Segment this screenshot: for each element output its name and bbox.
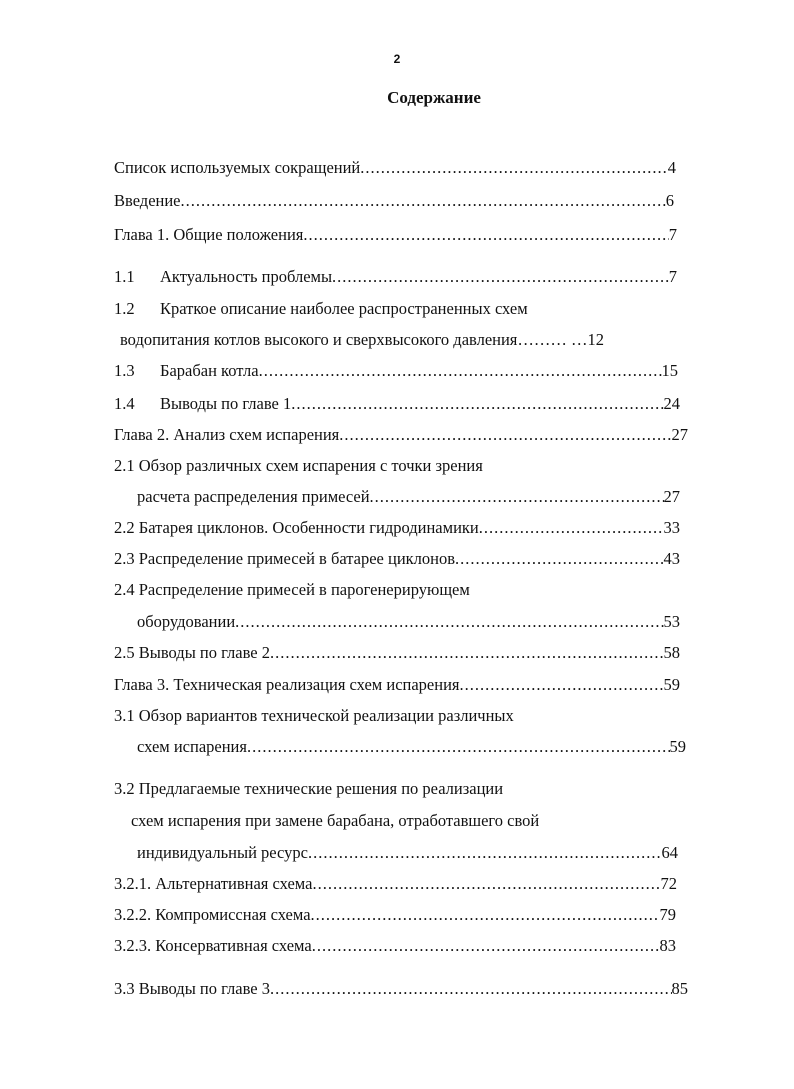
toc-entry[interactable]: [114, 517, 680, 539]
toc-leader-dots: [460, 674, 664, 696]
toc-entry-label: индивидуальный ресурс: [137, 843, 308, 862]
toc-entry-label: 3.2.3. Консервативная схема: [114, 936, 312, 955]
toc-entry-label: 2.4 Распределение примесей в парогенерирующем: [114, 580, 470, 599]
toc-leader-dots: [270, 642, 664, 664]
toc-entry-label: Барабан котла: [160, 361, 259, 380]
toc-entry-continuation[interactable]: [137, 842, 678, 864]
toc-entry-continuation[interactable]: [137, 486, 680, 508]
toc-entry[interactable]: [114, 190, 674, 212]
toc-leader-dots: [181, 190, 666, 212]
toc-entry[interactable]: [114, 873, 677, 895]
toc-entry-page: 27: [671, 425, 688, 444]
toc-entry-label: 2.1 Обзор различных схем испарения с точки зрения: [114, 456, 483, 475]
toc-entry[interactable]: [114, 674, 680, 696]
toc-leader-dots: [455, 548, 663, 570]
toc-leader-dots: [270, 978, 672, 1000]
page-number: 2: [393, 52, 401, 66]
toc-leader-dots: [479, 517, 664, 539]
toc-entry-label: Глава 3. Техническая реализация схем испарения: [114, 675, 460, 694]
toc-entry-label: схем испарения: [137, 737, 247, 756]
toc-leader-dots: [332, 266, 669, 288]
toc-entry-page: 6: [665, 191, 674, 210]
toc-entry-label: 2.2 Батарея циклонов. Особенности гидродинамики: [114, 518, 479, 537]
toc-entry-label: 3.2.1. Альтернативная схема: [114, 874, 313, 893]
toc-entry-page: 53: [663, 612, 680, 631]
toc-entry[interactable]: [114, 904, 676, 926]
toc-entry-page: 43: [663, 549, 680, 568]
toc-entry-number: 1.3: [114, 361, 135, 380]
toc-entry-label: водопитания котлов высокого и сверхвысокого давления……… …: [120, 330, 588, 349]
toc-entry-page: 83: [659, 936, 676, 955]
toc-entry[interactable]: [114, 579, 470, 601]
toc-entry[interactable]: [114, 224, 677, 246]
toc-entry-label: Введение: [114, 191, 181, 210]
toc-entry[interactable]: [114, 642, 680, 664]
toc-entry-page: 7: [668, 267, 677, 286]
toc-entry-label: Глава 1. Общие положения: [114, 225, 304, 244]
toc-entry-continuation[interactable]: [137, 736, 686, 758]
toc-entry-label: 2.5 Выводы по главе 2: [114, 643, 270, 662]
toc-entry-page: 7: [668, 225, 677, 244]
toc-leader-dots: [339, 424, 671, 446]
toc-leader-dots: [235, 611, 663, 633]
toc-entry-page: 79: [659, 905, 676, 924]
page-title: Содержание: [387, 88, 481, 107]
toc-entry[interactable]: [114, 393, 680, 415]
toc-entry-page: 12: [587, 330, 605, 349]
toc-leader-dots: [308, 842, 662, 864]
toc-entry-label: Глава 2. Анализ схем испарения: [114, 425, 340, 444]
toc-entry-page: 59: [669, 737, 686, 756]
toc-entry[interactable]: [114, 978, 688, 1000]
toc-entry-label: 2.3 Распределение примесей в батарее циклонов: [114, 549, 456, 568]
toc-entry[interactable]: [114, 157, 676, 179]
toc-leader-dots: [311, 904, 660, 926]
toc-entry[interactable]: [114, 935, 676, 957]
toc-entry-page: 27: [663, 487, 680, 506]
toc-entry-page: 58: [663, 643, 680, 662]
toc-entry-page: 72: [660, 874, 677, 893]
toc-entry-label: 3.1 Обзор вариантов технической реализации различных: [114, 706, 514, 725]
toc-entry-continuation[interactable]: [131, 810, 539, 832]
toc-leader-dots: [360, 157, 667, 179]
toc-entry-page: 24: [663, 394, 680, 413]
toc-entry-label: оборудовании: [137, 612, 236, 631]
toc-entry[interactable]: [114, 455, 483, 477]
toc-entry-number: 1.2: [114, 299, 135, 318]
toc-leader-dots: [259, 360, 662, 382]
toc-leader-dots: [291, 393, 663, 415]
toc-entry-page: 85: [671, 979, 688, 998]
toc-entry-label: 3.3 Выводы по главе 3: [114, 979, 270, 998]
toc-entry-page: 33: [663, 518, 680, 537]
toc-entry[interactable]: [114, 705, 514, 727]
toc-entry[interactable]: [114, 266, 677, 288]
toc-entry-label: расчета распределения примесей: [137, 487, 370, 506]
toc-entry-continuation[interactable]: [137, 611, 680, 633]
toc-leader-dots: [247, 736, 670, 758]
toc-entry-label: схем испарения при замене барабана, отработавшего свой: [131, 811, 540, 830]
toc-entry-label: 3.2 Предлагаемые технические решения по реализации: [114, 779, 504, 798]
toc-entry-number: 1.1: [114, 267, 135, 286]
toc-entry-page: 59: [663, 675, 680, 694]
toc-entry-label: Актуальность проблемы: [160, 267, 333, 286]
toc-entry-page: 64: [661, 843, 678, 862]
toc-entry-label: 3.2.2. Компромиссная схема: [114, 905, 311, 924]
toc-leader-dots: [303, 224, 668, 246]
toc-entry-number: 1.4: [114, 394, 135, 413]
toc-entry[interactable]: [114, 360, 678, 382]
toc-leader-dots: [312, 873, 660, 895]
toc-leader-dots: [370, 486, 664, 508]
toc-entry-label: Выводы по главе 1: [160, 394, 292, 413]
toc-entry[interactable]: [114, 424, 688, 446]
toc-entry-label: Список используемых сокращений: [114, 158, 361, 177]
toc-leader-dots: [312, 935, 660, 957]
toc-entry-page: 4: [667, 158, 676, 177]
toc-entry-label: Краткое описание наиболее распространенных схем: [160, 299, 528, 318]
toc-entry[interactable]: [114, 778, 503, 800]
toc-entry-continuation[interactable]: [120, 329, 604, 351]
toc-entry-page: 15: [661, 361, 678, 380]
toc-entry[interactable]: [114, 548, 680, 570]
toc-entry[interactable]: [114, 298, 528, 320]
